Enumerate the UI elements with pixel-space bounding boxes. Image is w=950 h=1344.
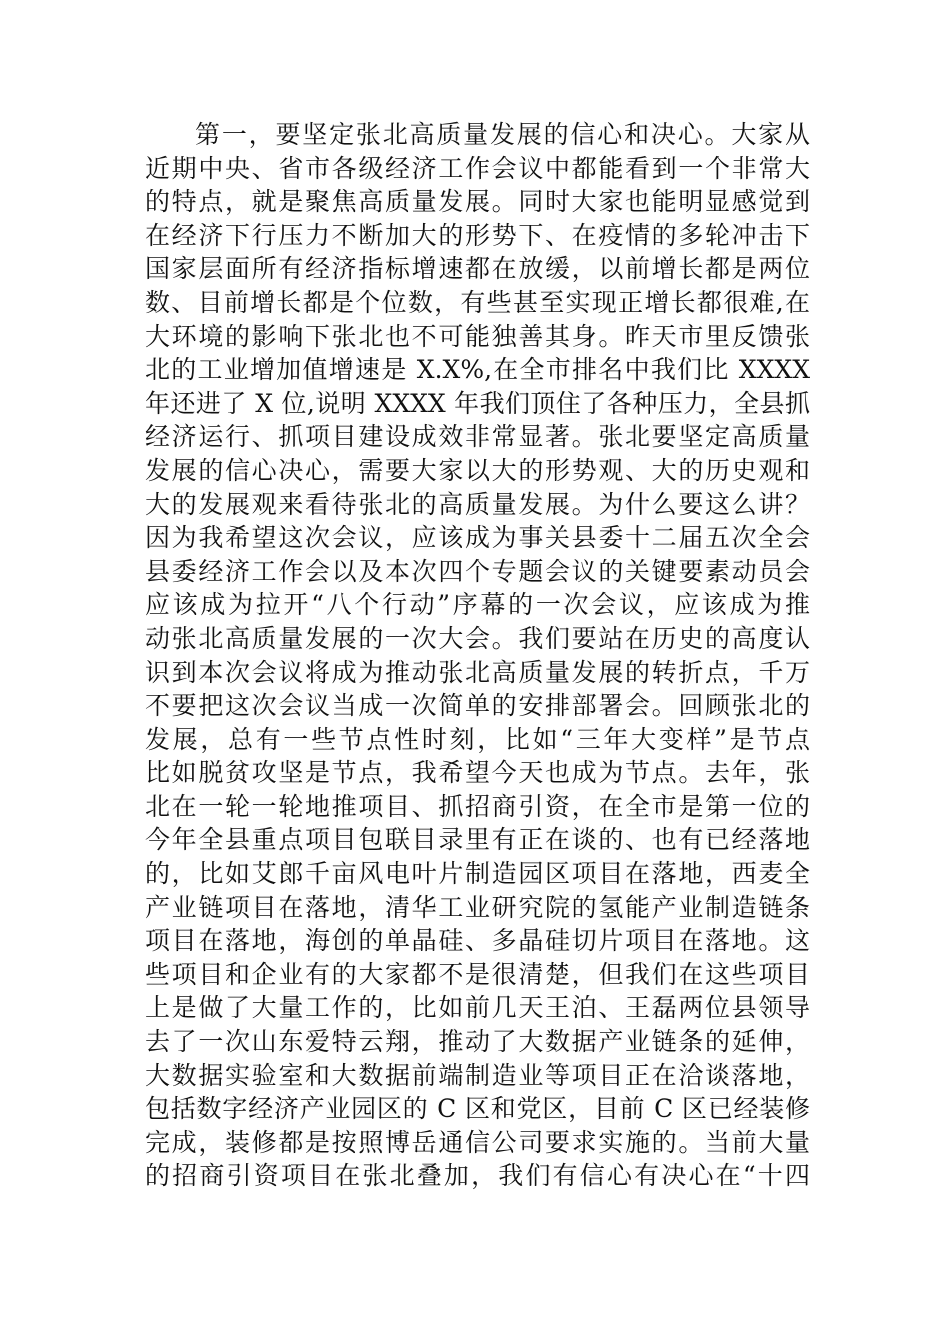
text-line: 不要把这次会议当成一次简单的安排部署会。回顾张北的 <box>145 691 810 721</box>
text-line: 因为我希望这次会议，应该成为事关县委十二届五次全会 <box>145 523 810 553</box>
text-line: 大数据实验室和大数据前端制造业等项目正在洽谈落地， <box>145 1060 810 1090</box>
text-line: 应该成为拉开“八个行动”序幕的一次会议，应该成为推 <box>145 590 810 620</box>
text-line: 的，比如艾郎千亩风电叶片制造园区项目在落地，西麦全 <box>145 859 810 889</box>
text-line: 第一，要坚定张北高质量发展的信心和决心。大家从 <box>195 120 810 149</box>
text-line: 数、目前增长都是个位数，有些甚至实现正增长都很难,在 <box>145 287 810 317</box>
text-line: 北的工业增加值增速是 X.X%,在全市排名中我们比 XXXX <box>145 355 810 385</box>
text-line: 项目在落地，海创的单晶硅、多晶硅切片项目在落地。这 <box>145 926 810 956</box>
text-line: 包括数字经济产业园区的 C 区和党区，目前 C 区已经装修 <box>145 1094 810 1124</box>
text-line: 大的发展观来看待张北的高质量发展。为什么要这么讲？ <box>145 489 810 519</box>
text-line: 些项目和企业有的大家都不是很清楚，但我们在这些项目 <box>145 959 810 989</box>
text-line: 今年全县重点项目包联目录里有正在谈的、也有已经落地 <box>145 825 810 855</box>
text-line: 发展，总有一些节点性时刻，比如“三年大变样”是节点 <box>145 724 810 754</box>
text-line: 在经济下行压力不断加大的形势下、在疫情的多轮冲击下 <box>145 220 810 250</box>
text-line: 完成，装修都是按照博岳通信公司要求实施的。当前大量 <box>145 1127 810 1157</box>
text-line: 的招商引资项目在张北叠加，我们有信心有决心在“十四 <box>145 1161 810 1191</box>
text-line: 北在一轮一轮地推项目、抓招商引资，在全市是第一位的 <box>145 791 810 821</box>
text-line: 识到本次会议将成为推动张北高质量发展的转折点，千万 <box>145 657 810 687</box>
text-line: 县委经济工作会以及本次四个专题会议的关键要素动员会 <box>145 556 810 586</box>
text-line: 年还进了 X 位,说明 XXXX 年我们顶住了各种压力，全县抓 <box>145 388 810 418</box>
text-line: 经济运行、抓项目建设成效非常显著。张北要坚定高质量 <box>145 422 810 452</box>
text-line: 去了一次山东爱特云翔，推动了大数据产业链条的延伸， <box>145 1027 810 1057</box>
text-line: 国家层面所有经济指标增速都在放缓，以前增长都是两位 <box>145 254 810 284</box>
text-line: 近期中央、省市各级经济工作会议中都能看到一个非常大 <box>145 153 810 183</box>
text-line: 的特点，就是聚焦高质量发展。同时大家也能明显感觉到 <box>145 187 810 217</box>
text-line: 动张北高质量发展的一次大会。我们要站在历史的高度认 <box>145 623 810 653</box>
text-line: 产业链项目在落地，清华工业研究院的氢能产业制造链条 <box>145 892 810 922</box>
text-line: 比如脱贫攻坚是节点，我希望今天也成为节点。去年，张 <box>145 758 810 788</box>
text-line: 发展的信心决心，需要大家以大的形势观、大的历史观和 <box>145 455 810 485</box>
text-line: 大环境的影响下张北也不可能独善其身。昨天市里反馈张 <box>145 321 810 351</box>
text-line: 上是做了大量工作的，比如前几天王泊、王磊两位县领导 <box>145 993 810 1023</box>
body-paragraph <box>145 118 810 1193</box>
